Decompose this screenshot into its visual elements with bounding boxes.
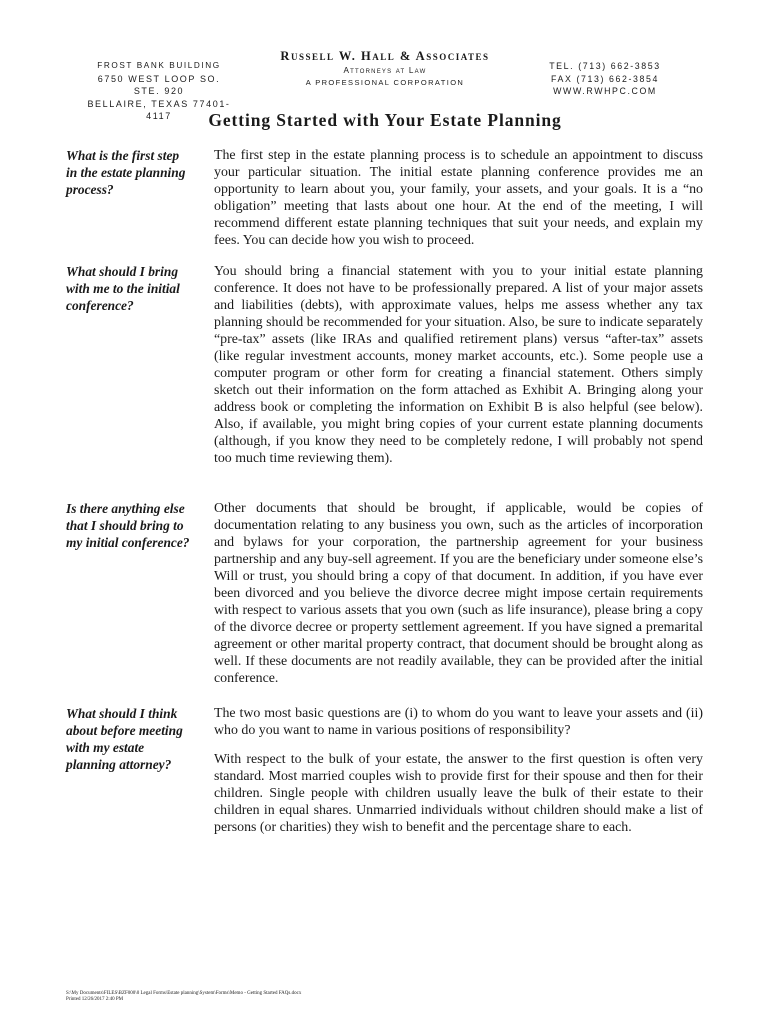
firm-identity: [250, 48, 520, 89]
answer-paragraph: With respect to the bulk of your estate, the answer to the first question is often very standard. Most married couples wish to provide first for their spouse and then for their children. Single people with children usually leave the bulk of their estate to their children in equal shares. Unmarried individuals without children should make a list of persons (or charities) they wish to benefit and the percentage share to each.: [214, 752, 703, 835]
firm-subtitle: Attorneys at Law: [343, 66, 427, 75]
faq-answer: [214, 147, 703, 261]
firm-fax: FAX (713) 662-3854: [550, 73, 660, 84]
answer-paragraph: You should bring a financial statement with you to your initial estate planning conference. It does not have to be professionally prepared. A list of your major assets and liabilities (debts), with approximate values, helps me assess whether any tax planning should be recommended for your situation. Also, be sure to indicate separately “pre-tax” assets (like IRAs and qualified retirement plans) versus “after-tax” assets (like regular investment accounts, money market accounts, etc.). Some people use a computer program or other form for creating a financial statement. Others simply sketch out their information on the form attached as Exhibit A. Bringing along your address book or completing the information on Exhibit B is also helpful (see below). Also, if available, you might bring copies of your current estate planning documents (although, if you know they need to be completely redone, I will probably not spend too much time reviewing them).: [214, 264, 703, 466]
faq-question: Is there anything else that I should bring to my initial conference?: [66, 501, 190, 550]
faq-question: What should I think about before meeting with my estate planning attorney?: [66, 706, 183, 772]
address-line-street: 6750 WEST LOOP SO. STE. 920: [97, 73, 221, 96]
firm-telephone: TEL. (713) 662-3853: [549, 61, 661, 71]
firm-corporation-type: A PROFESSIONAL CORPORATION: [305, 78, 465, 87]
firm-name: Russell W. Hall & Associates: [280, 49, 490, 63]
faq-answer: [214, 705, 703, 848]
firm-contact: [530, 60, 680, 98]
faq-question: What should I bring with me to the initial conference?: [66, 264, 180, 313]
firm-website: WWW.RWHPC.COM: [553, 86, 657, 96]
answer-paragraph: The two most basic questions are (i) to whom do you want to leave your assets and (ii) who do you want to name in various positions of responsibility?: [214, 706, 703, 738]
answer-paragraph: Other documents that should be brought, if applicable, would be copies of documentation relating to any business you own, such as the articles of incorporation and bylaws for your corporation, the partnership agreement for your business partnership and any buy-sell agreement. If you are the beneficiary under someone else’s Will or trust, you should bring a copy of that document. In addition, if you have ever been divorced and you believe the divorce decree might impose certain requirements with respect to various assets that you own (such as life insurance), please bring a copy of the divorce decree or property settlement agreement. If you have signed a premarital agreement or other marital property contract, that document should be brought along as well. If these documents are not readily available, they can be provided after the initial conference.: [214, 501, 703, 686]
faq-answer: [214, 500, 703, 699]
document-footer: [66, 991, 301, 1003]
faq-answer: [214, 263, 703, 479]
footer-print-date: Printed 12/26/2017 2:40 PM: [66, 997, 124, 1002]
faq-question: What is the first step in the estate planning process?: [66, 148, 186, 197]
address-line-building: FROST BANK BUILDING: [97, 61, 221, 70]
footer-file-path: S:\My Documents\FILES\BZF000\0 Legal Forms\Estate planning\System\Forms\Memo - Getting Started FAQs.docx: [66, 991, 302, 996]
page-title: Getting Started with Your Estate Planning: [208, 110, 562, 130]
answer-paragraph: The first step in the estate planning process is to schedule an appointment to discuss your particular situation. The initial estate planning conference provides me an opportunity to learn about you, your family, your assets, and your goals. It is a “no obligation” meeting that lasts about one hour. At the end of the meeting, I will recommend different estate planning techniques that suit your needs, and explain my fees. You can decide how you wish to proceed.: [214, 148, 703, 248]
address-line-city: BELLAIRE, TEXAS 77401-4117: [87, 98, 231, 121]
